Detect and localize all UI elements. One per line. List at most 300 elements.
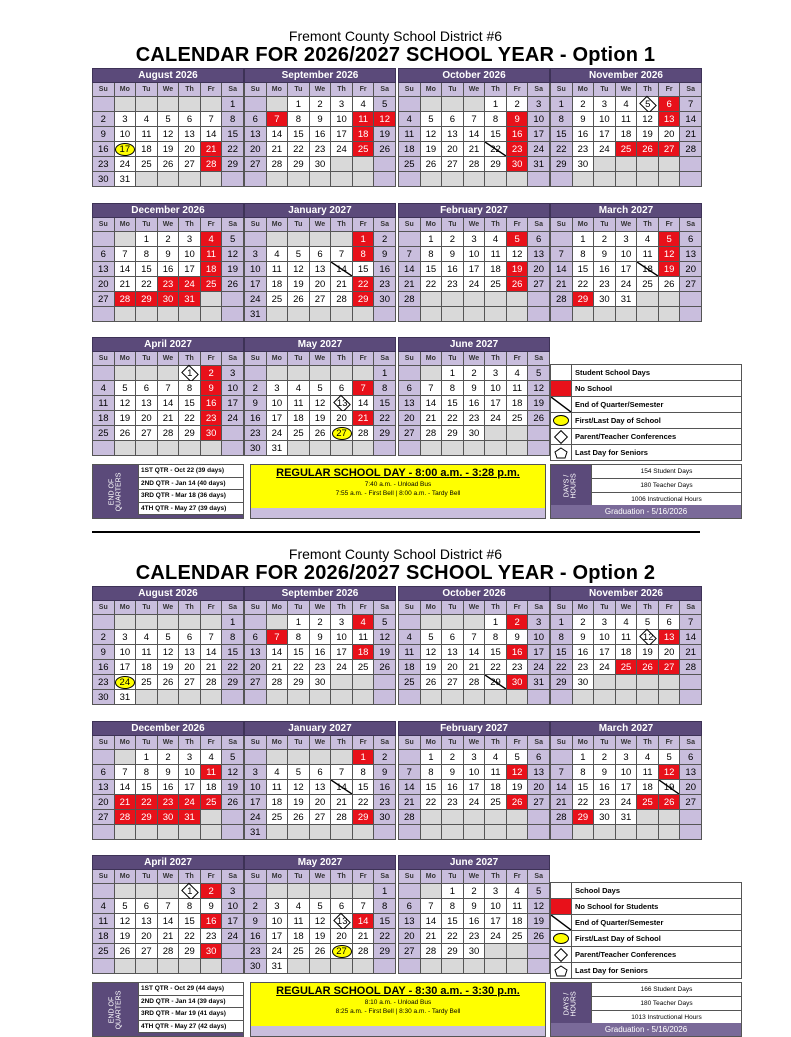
empty-cell (374, 825, 396, 840)
school-day: 3 (179, 750, 201, 765)
weekend-day: 12 (222, 247, 244, 262)
legend-row (551, 883, 741, 899)
school-day: 29 (179, 944, 201, 959)
school-day: 12 (288, 780, 310, 795)
empty-cell (528, 690, 550, 705)
empty-cell (267, 825, 289, 840)
weekend-day: 6 (399, 899, 421, 914)
school-day: 26 (115, 426, 137, 441)
empty-cell (573, 172, 595, 187)
day-header: Th (485, 83, 507, 97)
school-day: 21 (421, 411, 443, 426)
weekend-day: 20 (245, 660, 267, 675)
school-day: 14 (115, 780, 137, 795)
school-day: 18 (267, 277, 289, 292)
no-school-day: 7 (267, 630, 289, 645)
empty-cell (421, 825, 443, 840)
month-december-2026 (92, 203, 244, 322)
day-header: Tu (136, 736, 158, 750)
no-school-day: 11 (201, 247, 223, 262)
weekend-day: 6 (93, 765, 115, 780)
empty-cell (310, 307, 332, 322)
day-header: Mo (267, 736, 289, 750)
weekend-day: 20 (399, 929, 421, 944)
school-day: 21 (331, 795, 353, 810)
day-header: Tu (594, 83, 616, 97)
empty-cell (179, 825, 201, 840)
regular-day-bells: 8:25 a.m. - First Bell | 8:30 a.m. - Tardy Bell (335, 1008, 461, 1015)
school-day: 14 (158, 914, 180, 929)
weekend-day: 20 (680, 780, 702, 795)
school-day: 11 (485, 765, 507, 780)
no-school-day: 26 (507, 277, 529, 292)
hours-item: 180 Teacher Days (591, 479, 741, 493)
no-school-day: 24 (179, 795, 201, 810)
school-day: 13 (136, 396, 158, 411)
day-header: Mo (115, 601, 137, 615)
no-school-day: 29 (573, 292, 595, 307)
school-day: 25 (288, 426, 310, 441)
school-day: 4 (267, 247, 289, 262)
school-day: 2 (573, 615, 595, 630)
day-header: Fr (201, 352, 223, 366)
school-day: 15 (136, 780, 158, 795)
empty-cell (136, 690, 158, 705)
empty-cell (288, 959, 310, 974)
weekend-day: 16 (374, 262, 396, 277)
weekend-day: 26 (222, 795, 244, 810)
school-day: 24 (485, 929, 507, 944)
regular-day-title: REGULAR SCHOOL DAY - 8:30 a.m. - 3:30 p.m. (276, 985, 520, 997)
school-day: 21 (267, 660, 289, 675)
month-header: November 2026 (550, 68, 702, 83)
day-header: Mo (115, 352, 137, 366)
day-header: Th (637, 736, 659, 750)
month-grid (550, 601, 702, 705)
weekend-day: 22 (374, 411, 396, 426)
weekend-day: 27 (399, 944, 421, 959)
day-header: Su (399, 870, 421, 884)
weekend-day: 19 (528, 396, 550, 411)
empty-cell (288, 307, 310, 322)
day-header: Su (93, 352, 115, 366)
day-header: Fr (201, 601, 223, 615)
weekend-day: 2 (245, 381, 267, 396)
month-header: December 2026 (92, 721, 244, 736)
school-day: 22 (353, 795, 375, 810)
no-school-day: 13 (659, 630, 681, 645)
empty-cell (659, 292, 681, 307)
school-day: 17 (485, 914, 507, 929)
weekend-day: 2 (374, 750, 396, 765)
empty-cell (551, 825, 573, 840)
legend-label: Parent/Teacher Conferences (575, 432, 677, 441)
legend-label: Parent/Teacher Conferences (575, 950, 677, 959)
empty-cell (158, 690, 180, 705)
school-day: 5 (288, 765, 310, 780)
no-school-day: 19 (659, 262, 681, 277)
legend-label: End of Quarter/Semester (575, 400, 664, 409)
legend-swatch-pentagon-icon (551, 963, 572, 978)
empty-cell (442, 172, 464, 187)
weekend-day: 28 (551, 292, 573, 307)
weekend-day: 15 (551, 127, 573, 142)
empty-cell (485, 690, 507, 705)
school-day: 19 (637, 645, 659, 660)
month-header: June 2027 (398, 337, 550, 352)
day-header: Tu (442, 870, 464, 884)
day-header: Fr (659, 83, 681, 97)
regular-day-footer (251, 508, 545, 518)
empty-cell (115, 750, 137, 765)
empty-cell (136, 307, 158, 322)
weekend-day: 10 (528, 112, 550, 127)
hours-item: 1013 Instructional Hours (591, 1011, 741, 1025)
school-day: 10 (485, 899, 507, 914)
empty-cell (115, 232, 137, 247)
empty-cell (93, 959, 115, 974)
school-day: 28 (353, 944, 375, 959)
empty-cell (136, 366, 158, 381)
school-day: 23 (507, 660, 529, 675)
day-header: Sa (374, 736, 396, 750)
empty-cell (158, 441, 180, 456)
school-day: 3 (267, 899, 289, 914)
empty-cell (245, 750, 267, 765)
empty-cell (421, 959, 443, 974)
legend-swatch-diamond-icon (551, 947, 572, 962)
weekend-day: 9 (374, 765, 396, 780)
month-header: October 2026 (398, 68, 550, 83)
day-header: Fr (201, 736, 223, 750)
weekend-day: 18 (93, 929, 115, 944)
school-day: 23 (594, 277, 616, 292)
weekend-day: 28 (399, 810, 421, 825)
school-day: 29 (288, 675, 310, 690)
legend-swatch-circle-icon (551, 931, 572, 946)
school-day: 28 (331, 292, 353, 307)
weekend-day: 26 (374, 660, 396, 675)
no-school-day: 29 (353, 810, 375, 825)
school-day: 19 (310, 929, 332, 944)
school-day: 20 (310, 277, 332, 292)
legend-row (551, 413, 741, 429)
empty-cell (616, 307, 638, 322)
school-day: 24 (267, 944, 289, 959)
school-day: 13 (310, 780, 332, 795)
weekend-day: 29 (374, 944, 396, 959)
school-day: 15 (573, 262, 595, 277)
empty-cell (637, 307, 659, 322)
school-day: 25 (637, 277, 659, 292)
day-header: Tu (594, 736, 616, 750)
school-day: 17 (485, 396, 507, 411)
school-day: 14 (201, 127, 223, 142)
weekend-day: 19 (528, 914, 550, 929)
day-header: Th (179, 736, 201, 750)
empty-cell (353, 959, 375, 974)
school-day: 15 (442, 396, 464, 411)
school-day: 29 (288, 157, 310, 172)
school-day: 28 (421, 944, 443, 959)
weekend-day: 28 (399, 292, 421, 307)
empty-cell (136, 825, 158, 840)
empty-cell (507, 172, 529, 187)
empty-cell (331, 959, 353, 974)
school-day: 14 (421, 396, 443, 411)
school-day: 26 (288, 292, 310, 307)
empty-cell (659, 810, 681, 825)
weekend-day: 13 (399, 396, 421, 411)
weekend-day: 7 (399, 247, 421, 262)
day-header: We (464, 736, 486, 750)
school-day: 4 (288, 899, 310, 914)
month-header: October 2026 (398, 586, 550, 601)
day-header: Su (93, 736, 115, 750)
school-day: 1 (288, 615, 310, 630)
legend-row (551, 963, 741, 978)
legend-swatch-slash-icon (551, 397, 572, 412)
empty-cell (115, 825, 137, 840)
month-december-2026 (92, 721, 244, 840)
empty-cell (288, 750, 310, 765)
weekend-day: 15 (551, 645, 573, 660)
empty-cell (528, 959, 550, 974)
weekend-day: 13 (528, 247, 550, 262)
empty-cell (464, 292, 486, 307)
school-day: 17 (594, 645, 616, 660)
day-header: Th (637, 83, 659, 97)
no-school-day: 30 (507, 157, 529, 172)
empty-cell (637, 157, 659, 172)
day-header: Mo (267, 352, 289, 366)
school-day: 6 (310, 247, 332, 262)
no-school-day: 31 (179, 810, 201, 825)
weekend-day: 17 (528, 645, 550, 660)
empty-cell (507, 944, 529, 959)
school-day: 12 (158, 645, 180, 660)
school-day: 18 (136, 660, 158, 675)
school-day: 8 (573, 247, 595, 262)
month-header: August 2026 (92, 68, 244, 83)
regular-day-footer (251, 1026, 545, 1036)
month-february-2027 (398, 203, 550, 322)
empty-cell (222, 172, 244, 187)
school-day: 11 (616, 630, 638, 645)
school-day: 4 (507, 884, 529, 899)
day-header: We (464, 83, 486, 97)
school-day: 9 (158, 765, 180, 780)
weekend-day: 1 (374, 366, 396, 381)
school-day: 25 (507, 411, 529, 426)
school-day: 2 (594, 750, 616, 765)
no-school-day: 5 (507, 232, 529, 247)
no-school-day: 28 (201, 157, 223, 172)
empty-cell (616, 172, 638, 187)
weekend-day: 29 (551, 675, 573, 690)
day-header: Sa (680, 736, 702, 750)
school-day: 13 (442, 127, 464, 142)
school-day: 3 (331, 97, 353, 112)
school-day: 13 (442, 645, 464, 660)
school-day: 3 (594, 97, 616, 112)
weekend-day: 24 (528, 142, 550, 157)
school-day: 20 (310, 795, 332, 810)
weekend-day: 15 (374, 396, 396, 411)
school-day: 30 (594, 292, 616, 307)
hours-items (591, 465, 741, 507)
school-day: 1 (421, 232, 443, 247)
empty-cell (485, 441, 507, 456)
school-day: 22 (573, 795, 595, 810)
empty-cell (680, 172, 702, 187)
empty-cell (442, 959, 464, 974)
empty-cell (637, 825, 659, 840)
school-day: 11 (485, 247, 507, 262)
school-day: 7 (158, 381, 180, 396)
empty-cell (594, 825, 616, 840)
school-day: 2 (507, 97, 529, 112)
empty-cell (399, 750, 421, 765)
empty-cell (528, 810, 550, 825)
legend-label: No School for Students (575, 902, 659, 911)
eoq-item: 3RD QTR - Mar 18 (36 days) (138, 490, 243, 503)
school-day: 4 (616, 97, 638, 112)
school-day: 23 (310, 142, 332, 157)
school-day: 2 (158, 232, 180, 247)
school-day: 17 (179, 262, 201, 277)
weekend-day: 7 (680, 615, 702, 630)
conference-day: 13 (331, 396, 353, 411)
month-header: September 2026 (244, 586, 396, 601)
day-header: We (310, 352, 332, 366)
no-school-day: 2 (201, 366, 223, 381)
calendar-title: CALENDAR FOR 2026/2027 SCHOOL YEAR - Option 1 (135, 44, 656, 66)
empty-cell (399, 884, 421, 899)
day-header: Sa (222, 352, 244, 366)
empty-cell (267, 750, 289, 765)
empty-cell (222, 944, 244, 959)
eoq-item: 3RD QTR - Mar 19 (41 days) (138, 1008, 243, 1021)
empty-cell (507, 426, 529, 441)
weekend-day: 8 (374, 899, 396, 914)
empty-cell (267, 690, 289, 705)
school-day: 8 (485, 630, 507, 645)
weekend-day: 2 (93, 112, 115, 127)
empty-cell (637, 810, 659, 825)
legend-row (551, 397, 741, 413)
day-header: We (464, 218, 486, 232)
weekend-day: 13 (245, 127, 267, 142)
school-day: 6 (136, 381, 158, 396)
month-grid (398, 736, 550, 840)
weekend-day: 6 (245, 630, 267, 645)
school-day: 7 (158, 899, 180, 914)
empty-cell (222, 690, 244, 705)
day-header: Sa (528, 352, 550, 366)
end-of-quarter-day: 18 (637, 262, 659, 277)
school-day: 8 (442, 899, 464, 914)
school-day: 15 (573, 780, 595, 795)
month-november-2026 (550, 586, 702, 705)
day-header: Su (245, 736, 267, 750)
month-may-2027 (244, 855, 396, 974)
month-grid (244, 83, 396, 187)
weekend-day: 30 (93, 690, 115, 705)
empty-cell (464, 810, 486, 825)
day-header: Mo (267, 870, 289, 884)
day-header: Th (331, 352, 353, 366)
school-day: 22 (136, 277, 158, 292)
legend-label: School Days (575, 886, 621, 895)
weekend-day: 13 (93, 262, 115, 277)
empty-cell (245, 615, 267, 630)
month-january-2027 (244, 721, 396, 840)
weekend-day: 11 (399, 645, 421, 660)
school-day: 16 (573, 645, 595, 660)
school-day: 5 (288, 247, 310, 262)
empty-cell (485, 426, 507, 441)
school-day: 24 (464, 795, 486, 810)
empty-cell (573, 307, 595, 322)
day-header: Mo (267, 601, 289, 615)
empty-cell (551, 232, 573, 247)
day-header: Tu (288, 870, 310, 884)
day-header: Fr (507, 83, 529, 97)
legend-label: No School (575, 384, 613, 393)
empty-cell (374, 157, 396, 172)
school-day: 25 (353, 660, 375, 675)
empty-cell (267, 366, 289, 381)
empty-cell (222, 307, 244, 322)
school-day: 24 (115, 157, 137, 172)
weekend-day: 9 (245, 396, 267, 411)
legend-row (551, 429, 741, 445)
school-day: 28 (201, 675, 223, 690)
empty-cell (267, 884, 289, 899)
empty-cell (331, 157, 353, 172)
empty-cell (551, 690, 573, 705)
eoq-label (93, 465, 138, 518)
school-day: 19 (158, 142, 180, 157)
weekend-day: 11 (93, 914, 115, 929)
empty-cell (637, 292, 659, 307)
school-day: 11 (288, 396, 310, 411)
legend-swatch-blank-icon (551, 883, 572, 898)
weekend-day: 9 (245, 914, 267, 929)
school-day: 8 (136, 765, 158, 780)
school-day: 31 (616, 810, 638, 825)
school-day: 24 (331, 142, 353, 157)
school-day: 28 (353, 426, 375, 441)
weekend-day: 8 (374, 381, 396, 396)
empty-cell (93, 615, 115, 630)
school-day: 8 (288, 630, 310, 645)
empty-cell (331, 750, 353, 765)
school-day: 4 (353, 97, 375, 112)
empty-cell (353, 307, 375, 322)
empty-cell (310, 232, 332, 247)
school-day: 30 (594, 810, 616, 825)
no-school-day: 30 (507, 675, 529, 690)
empty-cell (528, 307, 550, 322)
no-school-day: 23 (158, 795, 180, 810)
school-day: 11 (507, 899, 529, 914)
month-grid (92, 736, 244, 840)
day-header: Sa (680, 601, 702, 615)
school-day: 9 (201, 899, 223, 914)
school-day: 28 (158, 944, 180, 959)
